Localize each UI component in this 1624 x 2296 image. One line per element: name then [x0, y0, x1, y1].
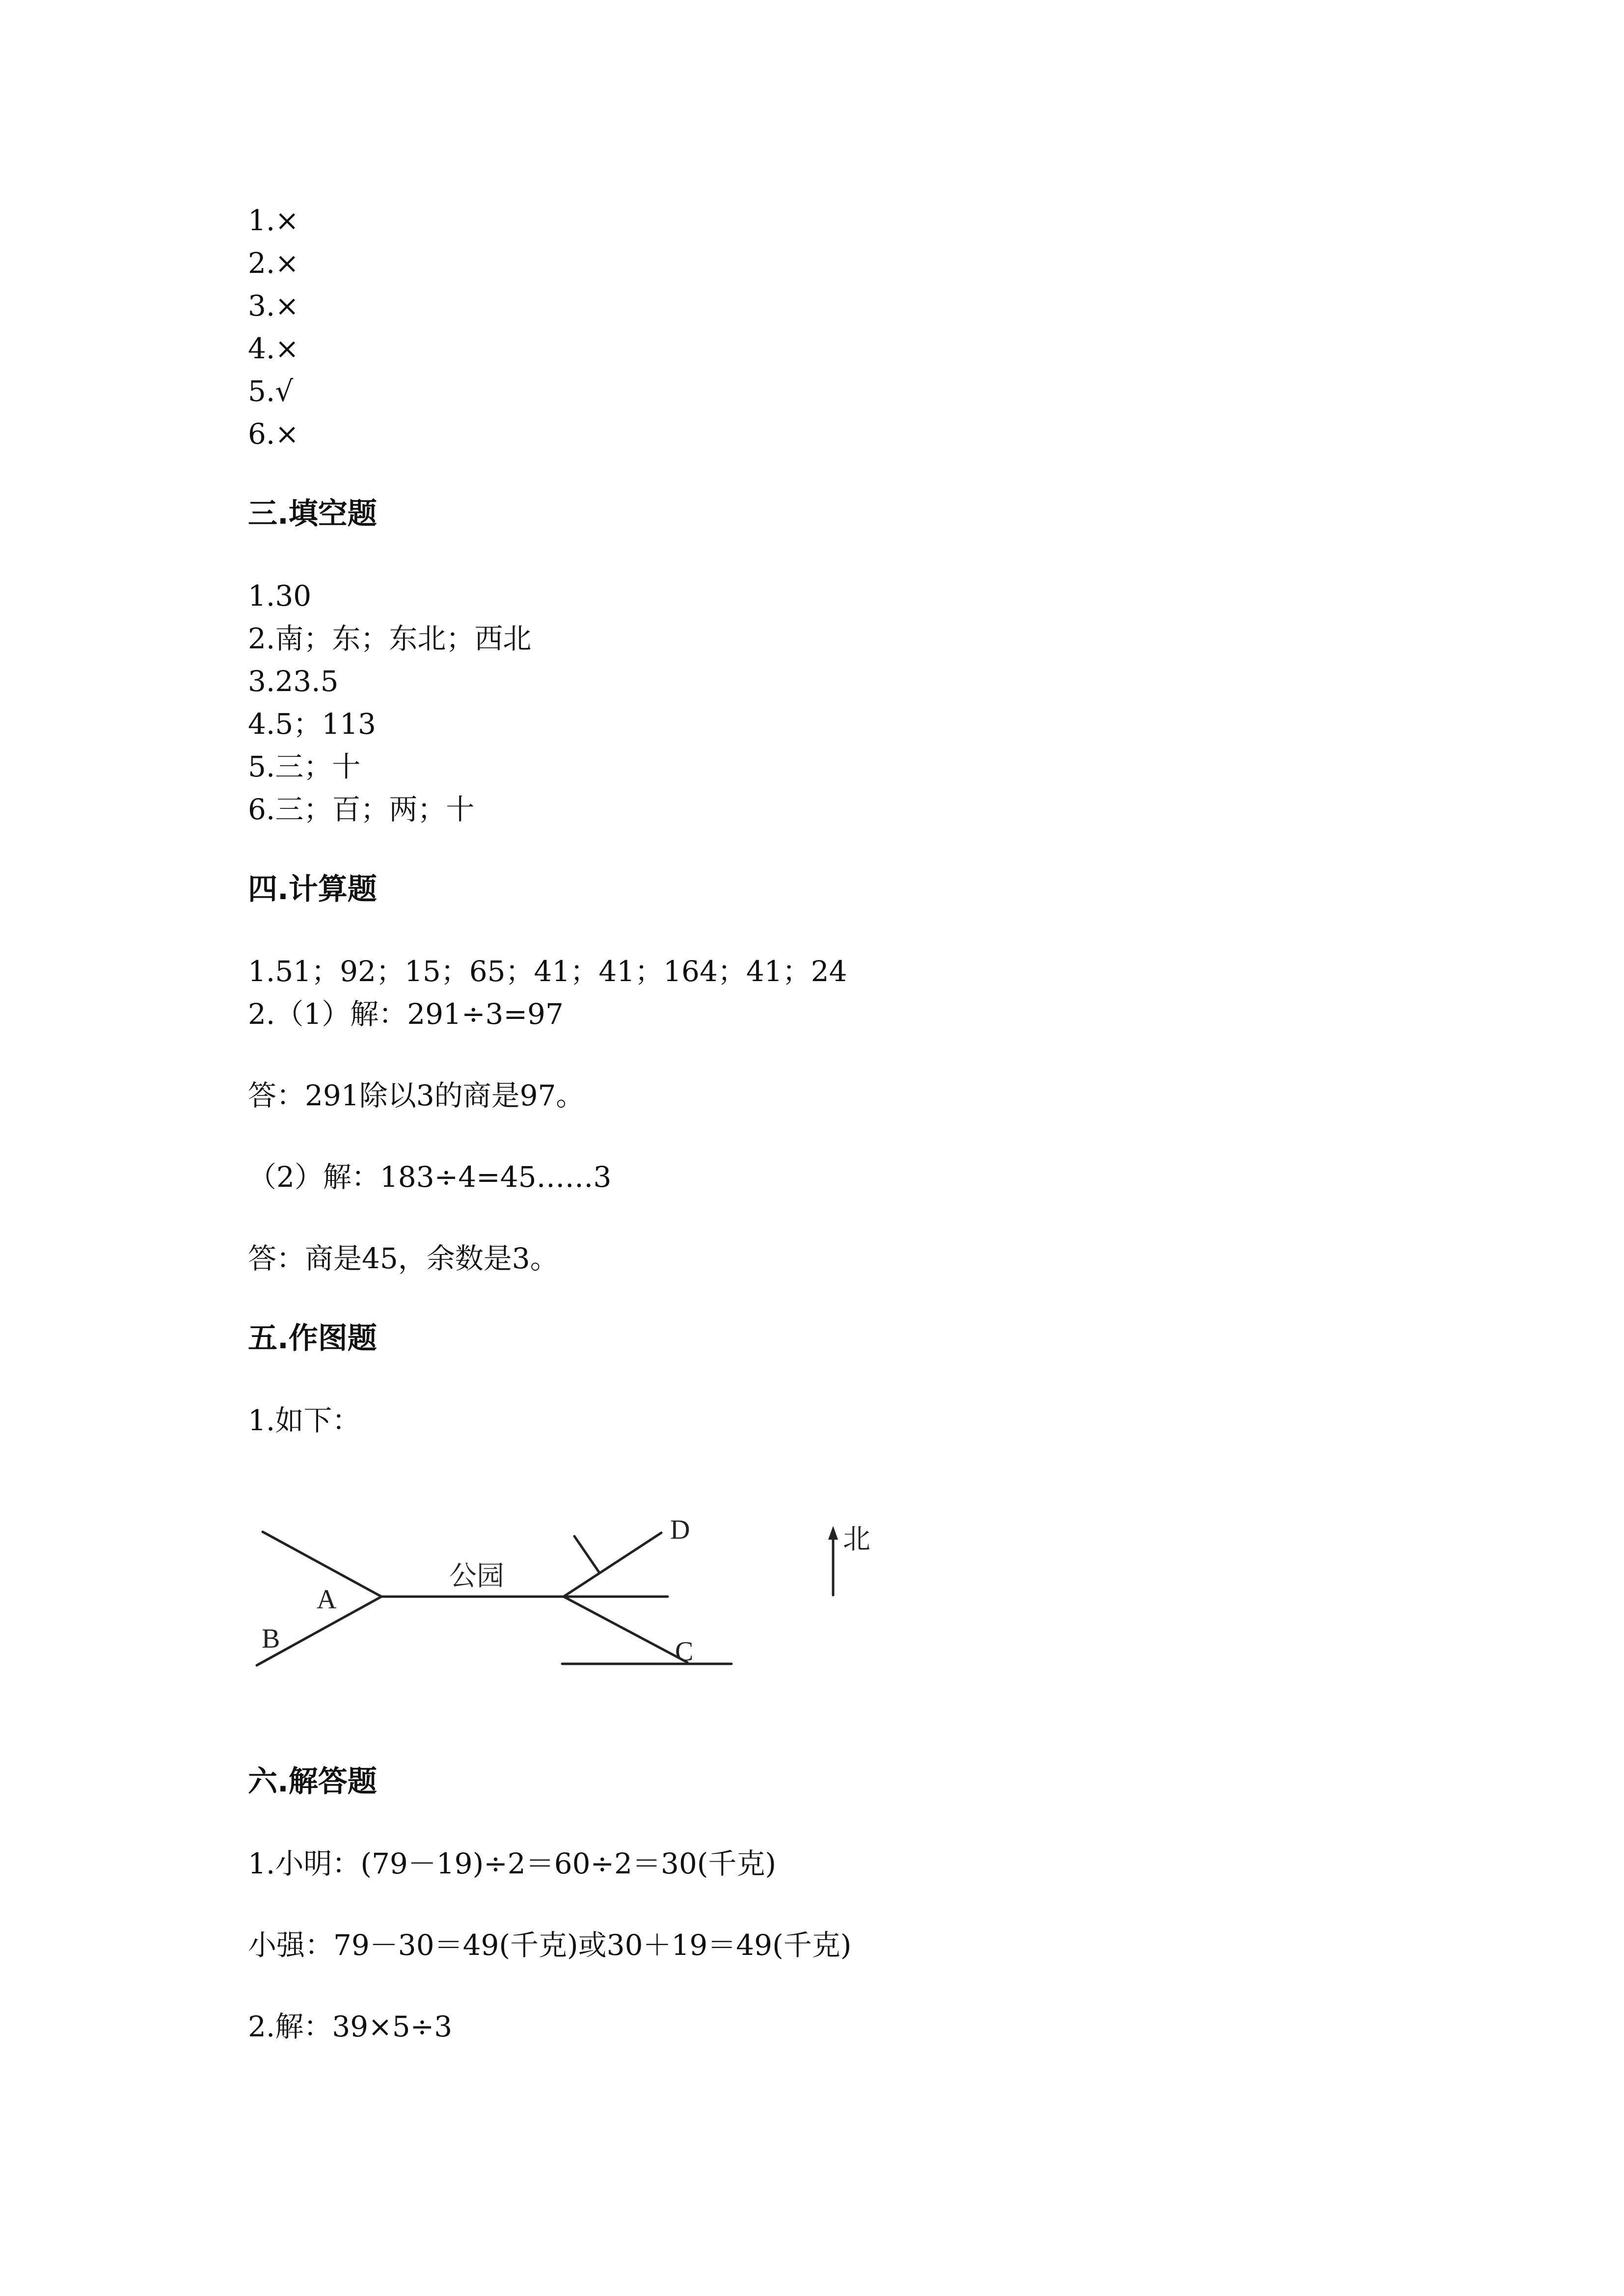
north-arrowhead-icon	[828, 1526, 838, 1540]
drawing-intro: 1.如下：	[248, 1404, 361, 1437]
branch-d-tick-line	[574, 1536, 599, 1572]
label-d: D	[670, 1515, 690, 1545]
calc-line-1: 1.51；92；15；65；41；41；164；41；24	[248, 955, 847, 988]
fill-item-4: 4.5；113	[248, 707, 376, 741]
drawing-heading: 五.作图题	[248, 1321, 377, 1356]
label-a: A	[317, 1584, 337, 1615]
judge-item-1: 1.×	[248, 204, 299, 237]
solve-line-2: 小强：79－30＝49(千克)或30＋19＝49(千克)	[248, 1928, 852, 1962]
judge-item-5: 5.√	[248, 374, 294, 408]
branch-c-line	[564, 1597, 687, 1662]
label-c: C	[675, 1636, 694, 1667]
route-figure	[248, 1509, 935, 1686]
calc-line-2: 2.（1）解：291÷3=97	[248, 997, 564, 1031]
solve-line-3: 2.解：39×5÷3	[248, 2010, 453, 2043]
fill-item-5: 5.三；十	[248, 750, 361, 783]
judge-item-3: 3.×	[248, 289, 299, 322]
label-b: B	[262, 1624, 280, 1654]
calc-heading: 四.计算题	[248, 872, 377, 907]
solve-line-1: 1.小明：(79－19)÷2＝60÷2＝30(千克)	[248, 1847, 777, 1880]
fill-heading: 三.填空题	[248, 497, 377, 531]
solve-heading: 六.解答题	[248, 1764, 377, 1799]
label-park: 公园	[449, 1560, 504, 1592]
judge-item-6: 6.×	[248, 417, 299, 451]
fill-item-2: 2.南；东；东北；西北	[248, 622, 532, 655]
fill-item-3: 3.23.5	[248, 665, 339, 698]
judge-item-4: 4.×	[248, 332, 299, 365]
fill-item-6: 6.三；百；两；十	[248, 793, 475, 826]
calc-answer-2: 答：商是45，余数是3。	[248, 1242, 559, 1275]
judge-item-2: 2.×	[248, 246, 299, 280]
calc-line-3: （2）解：183÷4=45……3	[248, 1160, 612, 1194]
label-north: 北	[843, 1523, 870, 1555]
fill-item-1: 1.30	[248, 579, 312, 613]
calc-answer-1: 答：291除以3的商是97。	[248, 1079, 585, 1112]
